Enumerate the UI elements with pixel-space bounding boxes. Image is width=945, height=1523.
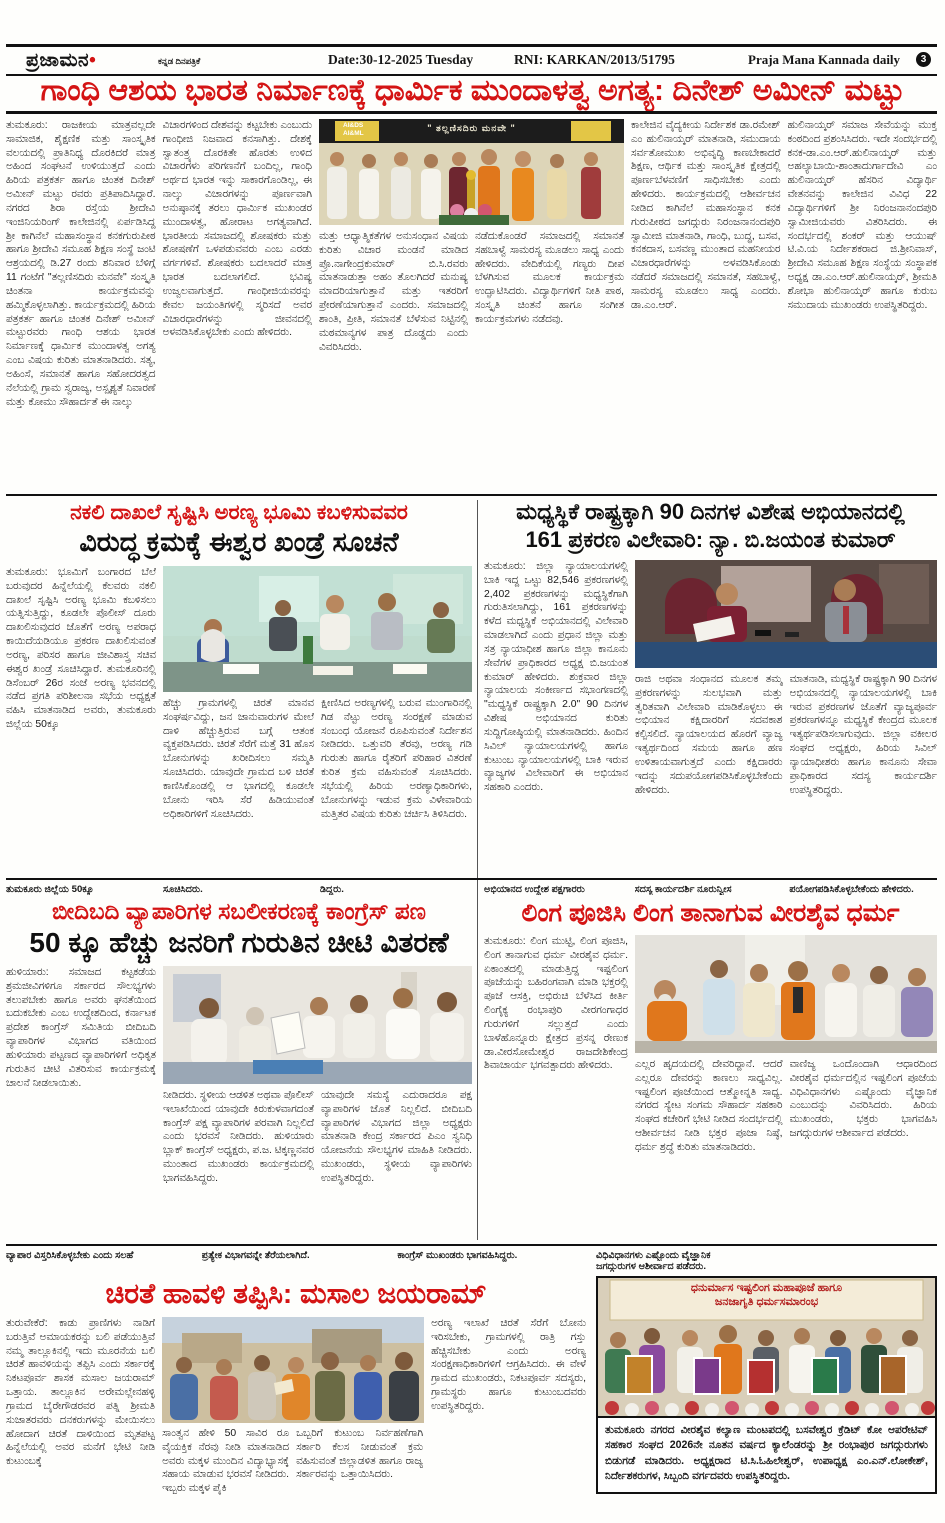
story-gandhi-under-photo: [319, 230, 624, 488]
story-mediation-right: [635, 560, 937, 866]
story-forest-headline: ವಿರುದ್ಧ ಕ್ರಮಕ್ಕೆ ಈಶ್ವರ ಖಂಡ್ರೆ ಸೂಚನೆ: [79, 527, 399, 557]
story-leopard-body: [6, 1317, 586, 1517]
photo-calendar-release: [598, 1278, 935, 1416]
story-leopard-middle: [162, 1317, 424, 1517]
story-mediation-col2: ರಾಜಿ ಅಥವಾ ಸಂಧಾನದ ಮೂಲಕ ತಮ್ಮ ಪ್ರಕರಣಗಳನ್ನು ಸುಲಭವಾಗಿ ಮತ್ತು ತ್ವರಿತವಾಗಿ ವಿಲೇವಾರಿ ಮಾಡಿಕೊಳ್ಳಲು ಈ ಅಭಿಯಾನ ಕಕ್ಷಿದಾರರಿಗೆ ಸದವಕಾಶ ಕಲ್ಪಿಸಲಿದೆ. ನ್ಯಾಯಾಲಯದ ಹೊರಗೆ ವ್ಯಾಜ್ಯ ಇತ್ಯರ್ಥದಿಂದ ಸಮಯ ಹಾಗೂ ಹಣ ಉಳಿತಾಯವಾಗುತ್ತದೆ ಎಂದು ಕಕ್ಷಿದಾರರು ಇದನ್ನು ಸದುಪಯೋಗಪಡಿಸಿಕೊಳ್ಳಬೇಕೆಂದು ಹೇಳಿದರು.: [635, 674, 783, 796]
photo-swami-art: [635, 935, 937, 1053]
story-gandhi-middle: [319, 119, 624, 490]
photo-village-art: [162, 1317, 424, 1423]
story-veerashaiva: [484, 884, 937, 1225]
story-mediation-headline-2: 161 ಪ್ರಕರಣ ವಿಲೇವಾರಿ: ನ್ಯಾ. ಬಿ.ಜಯಂತ ಕುಮಾರ್: [525, 527, 896, 552]
story-forest-body: [6, 566, 472, 866]
photo-gandhi-art: [319, 119, 624, 225]
story-leopard-under-photo: [162, 1427, 424, 1517]
story-forest-col1: ತುಮಕೂರು: ಭೂಮಿಗೆ ಬಂಗಾರದ ಬೆಲೆ ಬರುವುದರ ಹಿನ್ನೆಲೆಯಲ್ಲಿ ಕೆಲವರು ನಕಲಿ ದಾಖಲೆ ಸೃಷ್ಟಿಸಿ ಅರಣ್ಯ ಭೂಮಿ ಕಬಳಿಸಲು ಯತ್ನಿಸುತ್ತಿದ್ದು, ಕೂಡಲೇ ಪೊಲೀಸ್ ದೂರು ದಾಖಲಿಸುವುದರ ಜೊತೆಗೆ ಅರಣ್ಯ ಅಪರಾಧ ಕಾಯಿದೆಯಡಿಯೂ ಪ್ರಕರಣ ದಾಖಲಿಸುವಂತೆ ಅರಣ್ಯ, ಪರಿಸರ ಹಾಗೂ ಜೀವಿಶಾಸ್ತ್ರ ಸಚಿವ ಈಶ್ವರ ಖಂಡ್ರೆ ಸೂಚಿಸಿದ್ದಾರೆ. ತುಮಕೂರಿನಲ್ಲಿ ಡಿಸೆಂಬರ್ 26ರ ಸಂಜೆ ಅರಣ್ಯ ಭವನದಲ್ಲಿ ನಡೆದ ಪ್ರಗತಿ ಪರಿಶೀಲನಾ ಸಭೆಯ ಅಧ್ಯಕ್ಷತೆ ವಹಿಸಿ ಮಾತನಾಡಿದ ಅವರು, ತುಮಕೂರು ಜಿಲ್ಲೆಯ 50ಕ್ಕೂ: [6, 567, 156, 731]
story-forest-right: [163, 566, 472, 866]
story-vendors-col3: ಯಾವುದೇ ಸಮಸ್ಯೆ ಎದುರಾದರೂ ಪಕ್ಷ ವ್ಯಾಪಾರಿಗಳ ಜೊತೆ ನಿಲ್ಲಲಿದೆ. ಬೀದಿಬದಿ ವ್ಯಾಪಾರಿಗಳ ವಿಭಾಗದ ಜಿಲ್ಲಾ ಅಧ್ಯಕ್ಷರು ಮಾತನಾಡಿ ಕೇಂದ್ರ ಸರ್ಕಾರದ ಪಿಎಂ ಸ್ವನಿಧಿ ಯೋಜನೆಯ ಸೌಲಭ್ಯಗಳ ಮಾಹಿತಿ ನೀಡಿದರು. ಮುಖಂಡರು, ಸ್ಥಳೀಯ ವ್ಯಾಪಾರಿಗಳು ಉಪಸ್ಥಿತರಿದ್ದರು.: [321, 1090, 472, 1184]
story-gandhi: [6, 119, 937, 490]
calendar-release-block: [596, 1250, 937, 1494]
paper-logo-text: ಪ್ರಜಾಮನ: [26, 50, 90, 71]
story-vendors-tail3: ಡಿದ್ದರು.: [320, 884, 344, 895]
story-gandhi-col2: ವಿಚಾರಗಳಿಂದ ದೇಶವನ್ನು ಕಟ್ಟಬೇಕು ಎಂಬುದು ಗಾಂಧೀಜಿ ನಿಜವಾದ ಕನಸಾಗಿತ್ತು. ದೇಶಕ್ಕೆ ಸ್ವಾತಂತ್ರ್ಯ ದೊರಕಿತೇ ಹೊರತು ಉಳಿದ ವಿಚಾರಗಳು ಪರಿಗಣನೆಗೆ ಬಂದಿಲ್ಲ, ಗಾಂಧಿ ಅರ್ಥದ ಭಾರತ ಇನ್ನು ಸಾಕಾರಗೊಂಡಿಲ್ಲ, ಈ ನಾಲ್ಕು ವಿಚಾರಗಳನ್ನು ಪೂರ್ಣವಾಗಿ ಅನುಷ್ಠಾನಕ್ಕೆ ತರಲು ಧಾರ್ಮಿಕ ಮುಖಂಡರ ಮುಂದಾಳತ್ವ, ಹೋರಾಟ ಅಗತ್ಯವಾಗಿದೆ. ಭಾರತೀಯ ಸಮಾಜದಲ್ಲಿ ಶೋಷಕರು ಮತ್ತು ಶೋಷಣೆಗೆ ಒಳಪಡುವವರು ಎಂಬ ಎರಡು ವರ್ಗಗಳಿವೆ. ಶೋಷಕರು ಬದಲಾದರೆ ಮಾತ್ರ ಭಾರತ ಬದಲಾಗಲಿದೆ. ಭವಿಷ್ಯ ಉಜ್ವಲವಾಗುತ್ತದೆ. ಗಾಂಧೀಜಿಯವರನ್ನು ಕೇವಲ ಜಯಂತಿಗಳಲ್ಲಿ ಸ್ಮರಿಸದೆ ಅವರ ವಿಚಾರಧಾರೆಗಳನ್ನು ಜೀವನದಲ್ಲಿ ಅಳವಡಿಸಿಕೊಳ್ಳಬೇಕು ಎಂದು ಹೇಳಿದರು.: [162, 120, 312, 339]
page-number-badge: 3: [916, 52, 931, 67]
rule-band3: [6, 1244, 937, 1246]
story-vendors-right: [163, 966, 472, 1234]
photo-idcard-art: [163, 966, 472, 1084]
photo-banner-text: " ತಲ್ಲಣಿಸದಿರು ಮನವೇ ": [427, 123, 516, 133]
calendar-tail2: ಜಗದ್ಗುರುಗಳ ಆಶೀರ್ವಾದ ಪಡೆದರು.: [596, 1261, 706, 1272]
story-veerashaiva-col2: ಎಲ್ಲರ ಹೃದಯದಲ್ಲಿ ದೇವರಿದ್ದಾನೆ. ಆದರೆ ಎಲ್ಲರೂ ದೇವರನ್ನು ಕಾಣಲು ಸಾಧ್ಯವಿಲ್ಲ. ಇಷ್ಟಲಿಂಗ ಪೂಜೆಯಿಂದ ಆತ್ಮೋನ್ನತಿ ಸಾಧ್ಯ. ನಗರದ ಸ್ಯೇಟ ಸಂಗಮ ಸೌಹಾರ್ದ ಸಹಕಾರಿ ಸಂಘದ ಕಚೇರಿಗೆ ಭೇಟಿ ನೀಡಿದ ಸಂದರ್ಭದಲ್ಲಿ ಆಶೀರ್ವಚನ ನೀಡಿ ಭಕ್ತರ ಪೂಜಾ ನಿಷ್ಠೆ, ಧರ್ಮ ಶ್ರದ್ಧೆ ಕುರಿತು ಮಾತನಾಡಿದರು.: [635, 1059, 783, 1153]
rni-number: RNI: KARKAN/2013/51795: [514, 52, 675, 67]
story-leopard-col4: ಅರಣ್ಯ ಇಲಾಖೆ ಚಿರತೆ ಸೆರೆಗೆ ಬೋನು ಇರಿಸಬೇಕು, ಗ್ರಾಮಗಳಲ್ಲಿ ರಾತ್ರಿ ಗಸ್ತು ಹೆಚ್ಚಿಸಬೇಕು ಎಂದು ಅರಣ್ಯ ಸಂರಕ್ಷಣಾಧಿಕಾರಿಗಳಿಗೆ ಆಗ್ರಹಿಸಿದರು. ಈ ವೇಳೆ ಗ್ರಾಮದ ಮುಖಂಡರು, ನಿಕಟಪೂರ್ವ ಸದಸ್ಯರು, ಗ್ರಾಮಸ್ಥರು ಹಾಗೂ ಕುಟುಂಬದವರು ಉಪಸ್ಥಿತರಿದ್ದರು.: [431, 1318, 586, 1412]
story-leopard-col3: ಒಬ್ಬರಿಗೆ ಕುಟುಂಬ ನಿರ್ವಹಣೆಗಾಗಿ ಸರ್ಕಾರಿ ಕೆಲಸ ನೀಡುವಂತೆ ಕ್ರಮ ವಹಿಸುವಂತೆ ಜಿಲ್ಲಾಡಳಿತ ಹಾಗೂ ರಾಜ್ಯ ಸರ್ಕಾರವನ್ನು ಒತ್ತಾಯಿಸಿದರು.: [296, 1428, 424, 1481]
story-forest-col3: ಕ್ಷೀಣಿಸಿದ ಅರಣ್ಯಗಳಲ್ಲಿ ಬರುವ ಮುಂಗಾರಿನಲ್ಲಿ ಗಿಡ ನೆಟ್ಟು ಅರಣ್ಯ ಸಂರಕ್ಷಣೆ ಮಾಡುವ ಸಂಬಂಧ ಯೋಜನೆ ರೂಪಿಸುವಂತೆ ನಿರ್ದೇಶನ ನೀಡಿದರು. ಒತ್ತುವರಿ ತೆರವು, ಅರಣ್ಯ ಗಡಿ ಗುರುತು ಹಾಗೂ ರೈತರಿಗೆ ಪರಿಹಾರ ವಿತರಣೆ ಕುರಿತ ಕ್ರಮ ವಹಿಸುವಂತೆ ಸೂಚಿಸಿದರು. ಸಭೆಯಲ್ಲಿ ಹಿರಿಯ ಅರಣ್ಯಾಧಿಕಾರಿಗಳು, ಬೋನುಗಳನ್ನು ಇಡುವ ಕ್ರಮ ವಿಳೇವಾರಿಯ ಮತ್ತಿತರ ವಿಷಯ ಕುರಿತು ಚರ್ಚಿಸಿ ತಿಳಿಸಿದರು.: [321, 698, 472, 820]
paper-logo-subtitle: ಕನ್ನಡ ದಿನಪತ್ರಿಕೆ: [158, 56, 201, 66]
vertical-column-rule: [477, 500, 478, 1240]
story-forest: [6, 501, 472, 866]
photo-press-art: [635, 560, 937, 668]
story-forest-col2: ಹೆಚ್ಚು ಗ್ರಾಮಗಳಲ್ಲಿ ಚಿರತೆ ಮಾನವ ಸಂಘರ್ಷವಿದ್ದು, ಜನ ಜಾನುವಾರುಗಳ ಮೇಲೆ ದಾಳಿ ಹೆಚ್ಚುತ್ತಿರುವ ಬಗ್ಗೆ ಆತಂಕ ವ್ಯಕ್ತಪಡಿಸಿದರು. ಚಿರತೆ ಸೆರೆಗೆ ಮತ್ತೆ 31 ಹೊಸ ಬೋನುಗಳನ್ನು ಖರೀದಿಸಲು ಸಮ್ಮತಿ ಸೂಚಿಸಿದರು. ಯಾವುದೇ ಗ್ರಾಮದ ಬಳಿ ಚಿರತೆ ಕಾಣಿಸಿಕೊಂಡಲ್ಲಿ ಆ ಭಾಗದಲ್ಲಿ ಕೂಡಲೇ ಬೋನು ಇರಿಸಿ ಸೆರೆ ಹಿಡಿಯುವಂತೆ ಅಧಿಕಾರಿಗಳಿಗೆ ಸೂಚಿಸಿದರು.: [163, 698, 314, 820]
issue-date: Date:30-12-2025 Tuesday: [328, 52, 474, 67]
story-veerashaiva-right: [635, 935, 937, 1225]
calendar-photo-box: [596, 1276, 937, 1494]
paper-name-english: Praja Mana Kannada daily: [748, 52, 901, 67]
rule-under-headline: [6, 111, 937, 114]
story-gandhi-col4: ನಡೆದುಕೊಂಡರೆ ಸಮಾಜದಲ್ಲಿ ಸಮಾನತೆ ಸಹಬಾಳ್ವೆ ಸಾಮರಸ್ಯ ಮೂಡಲು ಸಾಧ್ಯ ಎಂದು ಹೇಳಿದರು. ವೇದಿಕೆಯಲ್ಲಿ ಗಣ್ಯರು ದೀಪ ಬೆಳಗಿಸುವ ಮೂಲಕ ಕಾರ್ಯಕ್ರಮ ಉದ್ಘಾಟಿಸಿದರು. ವಿದ್ಯಾರ್ಥಿಗಳಿಗೆ ನೀತಿ ಪಾಠ, ಸಂಸ್ಕೃತಿ ಚಿಂತನೆ ಹಾಗೂ ಸಂಗೀತ ಕಾರ್ಯಕ್ರಮಗಳು ನಡೆದವು.: [475, 231, 624, 325]
story-veerashaiva-tails: [484, 884, 937, 895]
story-vendors-tails: [6, 884, 472, 895]
story-veerashaiva-tail3: ಪಯೋಗಪಡಿಸಿಕೊಳ್ಳಬೇಕೆಂದು ಹೇಳಿದರು.: [789, 884, 914, 895]
calendar-banner-line2: ಜನಜಾಗೃತಿ ಧರ್ಮಸಮಾರಂಭ: [714, 1295, 819, 1308]
photo-village-visit: [162, 1317, 424, 1423]
story-forest-under-photo: [163, 697, 472, 865]
rule-band2: [6, 878, 937, 880]
story-leopard-tail1: ವ್ಯಾಪಾರ ವಿಸ್ತರಿಸಿಕೊಳ್ಳಬೇಕು ಎಂದು ಸಲಹೆ: [6, 1250, 134, 1261]
logo-accent: •: [89, 50, 97, 71]
story-vendors-under-photo: [163, 1089, 472, 1229]
story-mediation-col1: ತುಮಕೂರು: ಜಿಲ್ಲಾ ನ್ಯಾಯಾಲಯಗಳಲ್ಲಿ ಬಾಕಿ ಇದ್ದ ಒಟ್ಟು 82,546 ಪ್ರಕರಣಗಳಲ್ಲಿ 2,402 ಪ್ರಕರಣಗಳನ್ನು ಮಧ್ಯಸ್ಥಿಕೆಗಾಗಿ ಗುರುತಿಸಲಾಗಿದ್ದು, 161 ಪ್ರಕರಣಗಳನ್ನು ಕಳೆದ ಮಧ್ಯಸ್ಥಿಕೆ ಅಭಿಯಾನದಲ್ಲಿ ವಿಲೇವಾರಿ ಮಾಡಲಾಗಿದೆ ಎಂದು ಪ್ರಧಾನ ಜಿಲ್ಲಾ ಮತ್ತು ಸತ್ರ ನ್ಯಾಯಾಧೀಶ ಹಾಗೂ ಜಿಲ್ಲಾ ಕಾನೂನು ಸೇವೆಗಳ ಪ್ರಾಧಿಕಾರದ ಅಧ್ಯಕ್ಷ ಬಿ.ಜಯಂತ ಕುಮಾರ್ ಹೇಳಿದರು. ಶುಕ್ರವಾರ ಜಿಲ್ಲಾ ನ್ಯಾಯಾಲಯ ಸಂಕೀರ್ಣದ ಸಭಾಂಗಣದಲ್ಲಿ "ಮಧ್ಯಸ್ಥಿಕೆ ರಾಷ್ಟ್ರಕ್ಕಾಗಿ 2.0" 90 ದಿನಗಳ ವಿಶೇಷ ಅಭಿಯಾನದ ಕುರಿತು ಸುದ್ದಿಗೋಷ್ಠಿಯಲ್ಲಿ ಮಾತನಾಡಿದರು. ಹಿಂದಿನ ಸಿವಿಲ್ ನ್ಯಾಯಾಲಯಗಳಲ್ಲಿ ಹಾಗೂ ಕುಟುಂಬ ನ್ಯಾಯಾಲಯಗಳಲ್ಲಿ ಬಾಕಿ ಇರುವ ವ್ಯಾಜ್ಯಗಳ ವಿಲೇವಾರಿಗೆ ಈ ಅಭಿಯಾನ ಸಹಕಾರಿ ಎಂದರು.: [484, 561, 628, 794]
story-gandhi-col5: ಕಾಲೇಜಿನ ವೈದ್ಯಕೀಯ ನಿರ್ದೇಶಕ ಡಾ.ರಮೇಶ್ ಎಂ ಹುಲಿನಾಯ್ಕರ್ ಮಾತನಾಡಿ, ಸಮುದಾಯ ಸರ್ವತೋಮುಖ ಅಭಿವೃದ್ಧಿ ಕಾಣಬೇಕಾದರೆ ಶಿಕ್ಷಣ, ಆರ್ಥಿಕ ಮತ್ತು ಸಾಂಸ್ಕೃತಿಕ ಕ್ಷೇತ್ರದಲ್ಲಿ ಪೂರ್ಣಬೆಳವಣಿಗೆ ಸಾಧಿಸಬೇಕು ಎಂದು ಹೇಳಿದರು. ಕಾರ್ಯಕ್ರಮದಲ್ಲಿ ಆಶೀರ್ವಚನ ನೀಡಿದ ಕಾಗಿನೆಲೆ ಮಹಾಸಂಸ್ಥಾನ ಕನಕ ಗುರುಪೀಠದ ಜಗದ್ಗುರು ನಿರಂಜನಾನಂದಪುರಿ ಸ್ವಾಮೀಜಿ ಮಾತನಾಡಿ, ಗಾಂಧಿ, ಬುದ್ಧ, ಬಸವ, ಕನಕದಾಸ, ಬಸವಣ್ಣ ಮುಂತಾದ ಮಹನೀಯರ ವಿಚಾರಧಾರೆಗಳನ್ನು ಅಳವಡಿಸಿಕೊಂಡು ನಡೆದರೆ ಸಮಾಜದಲ್ಲಿ ಸಮಾನತೆ, ಸಹಬಾಳ್ವೆ, ಸಾಮರಸ್ಯ ಮೂಡಲು ಸಾಧ್ಯ ಎಂದರು. ಡಾ.ಎಂ.ಆರ್.: [631, 120, 781, 311]
story-veerashaiva-headline: ಲಿಂಗ ಪೂಜಿಸಿ ಲಿಂಗ ತಾನಾಗುವ ವೀರಶೈವ ಧರ್ಮ: [521, 899, 900, 927]
story-vendors-body: [6, 966, 472, 1234]
story-vendors-col2: ನೀಡಿದರು. ಸ್ಥಳೀಯ ಆಡಳಿತ ಅಥವಾ ಪೊಲೀಸ್ ಇಲಾಖೆಯಿಂದ ಯಾವುದೇ ಕಿರುಕುಳವಾಗದಂತೆ ಕಾಂಗ್ರೆಸ್ ಪಕ್ಷ ವ್ಯಾಪಾರಿಗಳ ಪರವಾಗಿ ನಿಲ್ಲಲಿದೆ ಎಂದು ಭರವಸೆ ನೀಡಿದರು. ಹುಳಿಯಾರು ಬ್ಲಾಕ್ ಕಾಂಗ್ರೆಸ್ ಅಧ್ಯಕ್ಷರು, ಪ.ಜ. ಟಿಕ್ಕಣ್ಣನವರ ಮುಂತಾದ ಮುಖಂಡರು ಕಾರ್ಯಕ್ರಮದಲ್ಲಿ ಭಾಗವಹಿಸಿದ್ದರು.: [163, 1090, 314, 1184]
story-veerashaiva-under-photo: [635, 1058, 937, 1222]
photo-swami-visit: [635, 935, 937, 1053]
story-vendors-headline: 50 ಕ್ಕೂ ಹೆಚ್ಚು ಜನರಿಗೆ ಗುರುತಿನ ಚೀಟಿ ವಿತರಣೆ: [29, 927, 449, 958]
photo-press-conference: [635, 560, 937, 668]
story-veerashaiva-col3: ವಾಣಿಜ್ಯ ಒಂದೊಂದಾಗಿ ಆಧಾರದಿಂದ ವೀರಶೈವ ಧರ್ಮದಲ್ಲಿನ ಇಷ್ಟಲಿಂಗ ಪೂಜೆಯ ವಿಧಿವಿಧಾನಗಳು ಎಷ್ಟೊಂದು ವೈಜ್ಞಾನಿಕ ಎಂಬುದನ್ನು ವಿವರಿಸಿದರು. ಹಿರಿಯ ಮುಖಂಡರು, ಭಕ್ತರು ಭಾಗವಹಿಸಿ ಜಗದ್ಗುರುಗಳ ಆಶೀರ್ವಾದ ಪಡೆದರು.: [789, 1059, 937, 1140]
story-leopard: [6, 1250, 586, 1517]
story-leopard-col2: ಸಾಂತ್ವನ ಹೇಳಿ 50 ಸಾವಿರ ರೂ ವೈಯಕ್ತಿಕ ನೆರವು ನೀಡಿ ಮಾತನಾಡಿದ ಅವರು ಮಕ್ಕಳ ಮುಂದಿನ ವಿದ್ಯಾಭ್ಯಾಸಕ್ಕೆ ಸಹಾಯ ಮಾಡುವ ಭರವಸೆ ನೀಡಿದರು. ಇಬ್ಬರು ಮಕ್ಕಳ ಪೈಕಿ: [162, 1428, 290, 1495]
calendar-banner-text: [625, 1282, 908, 1310]
main-headline: ಗಾಂಧಿ ಆಶಯ ಭಾರತ ನಿರ್ಮಾಣಕ್ಕೆ ಧಾರ್ಮಿಕ ಮುಂದಾಳತ್ವ ಅಗತ್ಯ: ದಿನೇಶ್ ಅಮೀನ್ ಮಟ್ಟು: [40, 74, 905, 107]
story-forest-kicker: ನಕಲಿ ದಾಖಲೆ ಸೃಷ್ಟಿಸಿ ಅರಣ್ಯ ಭೂಮಿ ಕಬಳಿಸುವವರ: [70, 501, 408, 524]
photo-id-card-distribution: [163, 966, 472, 1084]
rule-band1: [6, 494, 937, 496]
masthead: [6, 44, 937, 76]
story-mediation-body: [484, 560, 937, 866]
story-vendors-tail1: ತುಮಕೂರು ಜಿಲ್ಲೆಯ 50ಕ್ಕೂ: [6, 884, 94, 895]
story-veerashaiva-tail2: ಸದಸ್ಯ ಕಾರ್ಯದರ್ಶಿ ನೂರುನ್ವೀಸ: [634, 884, 732, 895]
photo-tag-aids: AI&DS: [343, 122, 364, 129]
story-leopard-tail3: ಕಾಂಗ್ರೆಸ್ ಮುಖಂಡರು ಭಾಗವಹಿಸಿದ್ದರು.: [397, 1250, 518, 1261]
photo-forest-meeting: [163, 566, 472, 692]
paper-logo: [26, 50, 96, 72]
story-veerashaiva-tail1: ಅಭಿಯಾನದ ಉದ್ದೇಶ ಪಕ್ಷಗಾರರು: [484, 884, 585, 895]
story-veerashaiva-col1: ತುಮಕೂರು: ಲಿಂಗ ಮುಟ್ಟಿ, ಲಿಂಗ ಪೂಜಿಸಿ, ಲಿಂಗ ತಾನಾಗುವ ಧರ್ಮ ವೀರಶೈವ ಧರ್ಮ. ಏಕಾಂತದಲ್ಲಿ ಮಾಡುತ್ತಿದ್ದ ಇಷ್ಟಲಿಂಗ ಪೂಜೆಯನ್ನು ಬಹಿರಂಗವಾಗಿ ಮಾಡಿ ಭಕ್ತರಲ್ಲಿ ಪೂಜೆ ಆಸಕ್ತಿ, ಅಭಿರುಚಿ ಬೆಳೆಸಿದ ಕೀರ್ತಿ ಲಿಂಗೈಕ್ಯ ರಂಭಾಪುರಿ ವೀರಗಂಗಾಧರ ಗುರುಗಳಿಗೆ ಸಲ್ಲುತ್ತದೆ ಎಂದು ಬಾಳೆಹೊನ್ನೂರು ಕ್ಷೇತ್ರದ ಪ್ರಸನ್ನ ರೇಣುಕ ಡಾ.ವೀರಸೋಮೇಶ್ವರ ರಾಜದೇಶಿಕೇಂದ್ರ ಶಿವಾಚಾರ್ಯ ಭಗವತ್ಪಾದರು ಹೇಳಿದರು.: [484, 936, 628, 1072]
story-gandhi-col6: ಹುಲಿನಾಯ್ಕರ್ ಸಮಾಜ ಸೇವೆಯನ್ನು ಮುಕ್ತ ಕಂಠದಿಂದ ಪ್ರಶಂಸಿಸಿದರು. ಇದೇ ಸಂದರ್ಭದಲ್ಲಿ ಕನಕ-ಡಾ.ಎಂ.ಆರ್.ಹುಲಿನಾಯ್ಕರ್ ಮತ್ತು ಅಹಲ್ಯಾಬಾಯಿ-ಶಾಂತಾದುರ್ಗಾದೇವಿ ಎಂ ಹುಲಿನಾಯ್ಕರ್ ಹೆಸರಿನ ವಿದ್ಯಾರ್ಥಿ ವೇತನವನ್ನು ಕಾಲೇಜಿನ ವಿವಿಧ 22 ವಿದ್ಯಾರ್ಥಿಗಳಿಗೆ ಶ್ರೀ ನಿರಂಜನಾನಂದಪುರಿ ಸ್ವಾಮೀಜಿಯವರು ವಿತರಿಸಿದರು. ಈ ಸಂದರ್ಭದಲ್ಲಿ ಶಂಕರ್ ಮತ್ತು ಆಯುಷ್ ಟಿ.ವಿ.ಯ ನಿರ್ದೇಶಕರಾದ ಜಿ.ಶ್ರೀನಿವಾಸ್, ಶ್ರೀದೇವಿ ಸಮೂಹ ಶಿಕ್ಷಣ ಸಂಸ್ಥೆಯ ಸಂಸ್ಥಾಪಕ ಅಧ್ಯಕ್ಷ ಡಾ.ಎಂ.ಆರ್.ಹುಲಿನಾಯ್ಕರ್, ಶ್ರೀಮತಿ ಶೋಭಾ ಹುಲಿನಾಯ್ಕರ್ ಹಾಗೂ ಕುರುಬ ಸಮುದಾಯ ಮುಖಂಡರು ಉಪಸ್ಥಿತರಿದ್ದರು.: [787, 120, 937, 311]
story-leopard-tails: [6, 1250, 586, 1276]
story-mediation-under-photo: [635, 673, 937, 865]
story-leopard-tail2: ಪ್ರತ್ಯೇಕ ವಿಭಾಗವನ್ನೇ ತೆರೆಯಲಾಗಿದೆ.: [201, 1250, 310, 1261]
story-mediation: [484, 499, 937, 866]
story-mediation-headline-1: ಮಧ್ಯಸ್ಥಿಕೆ ರಾಷ್ಟ್ರಕ್ಕಾಗಿ 90 ದಿನಗಳ ವಿಶೇಷ ಅಭಿಯಾನದಲ್ಲಿ: [516, 499, 905, 524]
story-vendors: [6, 884, 472, 1234]
story-leopard-headline: ಚಿರತೆ ಹಾವಳಿ ತಪ್ಪಿಸಿ: ಮಸಾಲ ಜಯರಾಮ್: [105, 1278, 487, 1309]
story-gandhi-col1: ತುಮಕೂರು: ರಾಜಕೀಯ ಮಾತ್ರವಲ್ಲದೇ ಸಾಮಾಜಿಕ, ಶೈಕ್ಷಣಿಕ ಮತ್ತು ಸಾಂಸ್ಕೃತಿಕ ವಲಯದಲ್ಲಿ ಪ್ರಾತಿನಿಧ್ಯ ದೊರಕಿದರೆ ಮಾತ್ರ ಅಹಿಂದ ಸಂಘಟನೆ ಉಳಿಯುತ್ತದೆ ಎಂದು ಹಿರಿಯ ಪತ್ರಕರ್ತ ಹಾಗೂ ಚಿಂತಕ ದಿನೇಶ್ ಅಮೀನ್ ಮಟ್ಟು ರವರು ಪ್ರತಿಪಾದಿಸಿದ್ದಾರೆ. ನಗರದ ಶಿರಾ ರಸ್ತೆಯ ಶ್ರೀದೇವಿ ಇಂಜಿನಿಯರಿಂಗ್ ಕಾಲೇಜಿನಲ್ಲಿ ಏರ್ಪಡಿಸಿದ್ದ ಶ್ರೀ ಕಾಗಿನೆಲೆ ಮಹಾಸಂಸ್ಥಾನ ಕನಕಗುರುಪೀಠ ಹಾಗೂ ಶ್ರೀದೇವಿ ಸಮೂಹ ಶಿಕ್ಷಣ ಸಂಸ್ಥೆ ಜಂಟಿ ಆಶ್ರಯದಲ್ಲಿ ಡಿ.27 ರಂದು ಶನಿವಾರ ಬೆಳಿಗ್ಗೆ 11 ಗಂಟೆಗೆ "ತಲ್ಲಣಿಸದಿರು ಮನವೇ" ಸಂಸ್ಕೃತಿ ಚಿಂತನಾ ಕಾರ್ಯಕ್ರಮವನ್ನು ಹಮ್ಮಿಕೊಳ್ಳಲಾಗಿತ್ತು. ಕಾರ್ಯಕ್ರಮದಲ್ಲಿ ಹಿರಿಯ ಪತ್ರಕರ್ತ ಹಾಗೂ ಚಿಂತಕ ದಿನೇಶ್ ಅಮೀನ್ ಮಟ್ಟುರವರು ಗಾಂಧಿ ಆಶಯ ಭಾರತ ನಿರ್ಮಾಣಕ್ಕೆ ಧಾರ್ಮಿಕ ಮುಂದಾಳತ್ವ ಅಗತ್ಯ ಎಂಬ ವಿಷಯ ಕುರಿತು ಮಾತನಾಡಿದರು. ಸತ್ಯ, ಅಹಿಂಸೆ, ಸಮಾನತೆ ಹಾಗೂ ಸಹೋದರತ್ವದ ನೆಲೆಯಲ್ಲಿ ಗ್ರಾಮ ಸ್ವರಾಜ್ಯ, ಅಸ್ಪೃಶ್ಯತೆ ನಿವಾರಣೆ ಮತ್ತು ಕೋಮು ಸೌಹಾರ್ದತೆ ಈ ನಾಲ್ಕು: [6, 120, 156, 408]
story-vendors-tail2: ಸೂಚಿಸಿದರು.: [163, 884, 203, 895]
photo-tag-aiml: AI&ML: [343, 130, 364, 138]
calendar-banner-line1: ಧನುರ್ಮಾಸ ಇಷ್ಟಲಿಂಗ ಮಹಾಪೂಜೆ ಹಾಗೂ: [690, 1282, 843, 1294]
story-mediation-col3: ಮಾತನಾಡಿ, ಮಧ್ಯಸ್ಥಿಕೆ ರಾಷ್ಟ್ರಕ್ಕಾಗಿ 90 ದಿನಗಳ ಅಭಿಯಾನದಲ್ಲಿ ನ್ಯಾಯಾಲಯಗಳಲ್ಲಿ ಬಾಕಿ ಇರುವ ಪ್ರಕರಣಗಳ ಜೊತೆಗೆ ವ್ಯಾಜ್ಯಪೂರ್ವ ಪ್ರಕರಣಗಳನ್ನೂ ಮಧ್ಯಸ್ಥಿಕೆ ಕೇಂದ್ರದ ಮೂಲಕ ಇತ್ಯರ್ಥಪಡಿಸಲಾಗುವುದು. ಜಿಲ್ಲಾ ವಕೀಲರ ಸಂಘದ ಅಧ್ಯಕ್ಷರು, ಹಿರಿಯ ಸಿವಿಲ್ ನ್ಯಾಯಾಧೀಶರು ಹಾಗೂ ಕಾನೂನು ಸೇವಾ ಪ್ರಾಧಿಕಾರದ ಸದಸ್ಯ ಕಾರ್ಯದರ್ಶಿ ಉಪಸ್ಥಿತರಿದ್ದರು.: [789, 674, 937, 796]
photo-forest-art: [163, 566, 472, 692]
story-gandhi-col3: ಮತ್ತು ಆಧ್ಯಾತ್ಮಿಕತೆಗಳ ಅನುಸಂಧಾನ ವಿಷಯ ಕುರಿತು ವಿಚಾರ ಮಂಡನೆ ಮಾಡಿದ ಪ್ರೊ.ನಾಗೇಂದ್ರಕುಮಾರ್ ಬಿ.ಸಿ.ರವರು ಮಾತನಾಡುತ್ತಾ ಅಹಂ ತೊಲಗಿದರೆ ಮನುಷ್ಯ ಮಾದರಿಯಾಗುತ್ತಾನೆ ಮತ್ತು ಇತರರಿಗೆ ಪ್ರೇರಣೆಯಾಗುತ್ತಾನೆ ಎಂದರು. ಸಮಾಜದಲ್ಲಿ ಶಾಂತಿ, ಪ್ರೀತಿ, ಸಮಾನತೆ ಬೆಳೆಸುವ ನಿಟ್ಟಿನಲ್ಲಿ ಮಠಮಾನ್ಯಗಳ ಪಾತ್ರ ದೊಡ್ಡದು ಎಂದು ವಿವರಿಸಿದರು.: [319, 231, 468, 353]
story-leopard-col1: ತುರುವೇಕೆರೆ: ಕಾಡು ಪ್ರಾಣಿಗಳು ನಾಡಿಗೆ ಬರುತ್ತಿವೆ ಅಮಾಯಕರನ್ನು ಬಲಿ ಪಡೆಯುತ್ತಿವೆ ನಮ್ಮ ತಾಲ್ಲೂಕಿನಲ್ಲಿ ಇದು ಮೂರನೆಯ ಬಲಿ ಚಿರತೆ ಹಾವಳಿಯನ್ನು ತಪ್ಪಿಸಿ ಎಂದು ಸರ್ಕಾರಕ್ಕೆ ನಿಕಟಪೂರ್ವ ಶಾಸಕ ಮಸಾಲ ಜಯರಾಮ್ ಒತ್ತಾಯ. ತಾಲ್ಲೂಕಿನ ಅರೇಮಲ್ಲೇನಹಳ್ಳಿ ಗ್ರಾಮದ ಬೈರೇಗೌಡರವರ ಪತ್ನಿ ಶ್ರೀಮತಿ ಸುಜಾತರವರು ದನಕರುಗಳನ್ನು ಮೇಯಿಸಲು ಹೋದಾಗ ಚಿರತೆ ದಾಳಿಯಿಂದ ಮೃತಪಟ್ಟ ಹಿನ್ನೆಲೆಯಲ್ಲಿ ಅವರ ಮನೆಗೆ ಭೇಟಿ ನೀಡಿ ಕುಟುಂಬಕ್ಕೆ: [6, 1318, 156, 1468]
calendar-tail1: ವಿಧಿವಿಧಾನಗಳು ಎಷ್ಟೊಂದು ವೈಜ್ಞಾನಿಕ: [596, 1250, 711, 1261]
story-veerashaiva-body: [484, 935, 937, 1225]
calendar-caption: ತುಮಕೂರು ನಗರದ ವೀರಶೈವ ಕಲ್ಯಾಣ ಮಂಟಪದಲ್ಲಿ ಬಸವೇಶ್ವರ ಕ್ರೆಡಿಟ್ ಕೋ ಆಪರೇಟಿವ್ ಸಹಕಾರ ಸಂಘದ 2026ನೇ ನೂತನ ವರ್ಷದ ಕ್ಯಾಲೆಂಡರನ್ನು ಶ್ರೀ ರಂಭಾಪುರ ಜಗದ್ಗುರುಗಳು ಬಿಡುಗಡೆ ಮಾಡಿದರು. ಅಧ್ಯಕ್ಷರಾದ ಟಿ.ಸಿ.ಓಹಿಲೇಶ್ವರ್, ಉಪಾಧ್ಯಕ್ಷ ಎಂ.ಎನ್.ಲೋಕೇಶ್, ನಿರ್ದೇಶಕರುಗಳ, ಸಿಬ್ಬಂದಿ ವರ್ಗದವರು ಉಪಸ್ಥಿತರಿದ್ದರು.: [598, 1416, 935, 1492]
story-vendors-col1: ಹುಳಿಯಾರು: ಸಮಾಜದ ಕಟ್ಟಕಡೆಯ ಶ್ರಮಜೀವಿಗಳಿಗೂ ಸರ್ಕಾರದ ಸೌಲಭ್ಯಗಳು ತಲುಪಬೇಕು ಹಾಗೂ ಅವರು ಘನತೆಯಿಂದ ಬದುಕಬೇಕು ಎಂಬ ಉದ್ದೇಶದಿಂದ, ಕರ್ನಾಟಕ ಪ್ರದೇಶ ಕಾಂಗ್ರೆಸ್ ಸಮಿತಿಯ ಬೀದಿಬದಿ ವ್ಯಾಪಾರಿಗಳ ವಿಭಾಗದ ವತಿಯಿಂದ ಹುಳಿಯಾರು ಪಟ್ಟಣದ ವ್ಯಾಪಾರಿಗಳಿಗೆ ಅಧಿಕೃತ ಗುರುತಿನ ಚೀಟಿ ವಿತರಿಸುವ ಕಾರ್ಯಕ್ರಮಕ್ಕೆ ಚಾಲನೆ ನೀಡಲಾಯಿತು.: [6, 967, 156, 1089]
photo-gandhi-event: [319, 119, 624, 225]
story-vendors-kicker: ಬೀದಿಬದಿ ವ್ಯಾಪಾರಿಗಳ ಸಬಲೀಕರಣಕ್ಕೆ ಕಾಂಗ್ರೆಸ್ ಪಣ: [52, 898, 426, 924]
